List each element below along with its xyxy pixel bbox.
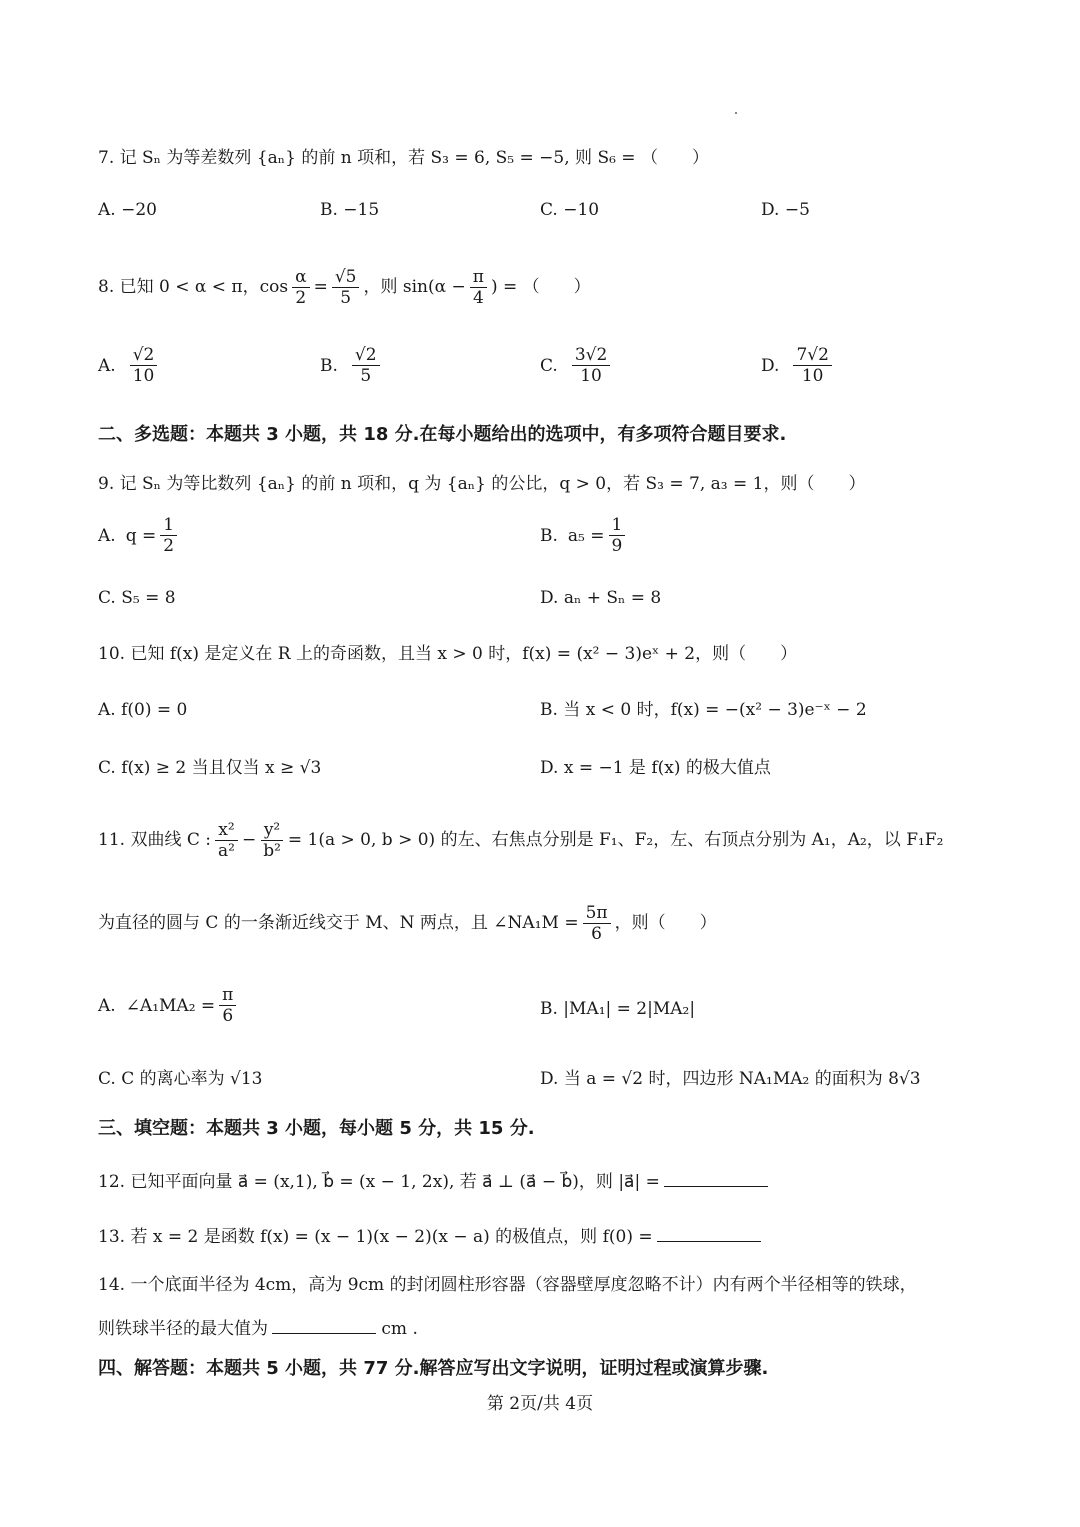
q8-c-den: 10 [580, 366, 602, 386]
q11-5pi: 5π [583, 903, 611, 924]
q8-two: 2 [295, 287, 307, 308]
q9-option-a [98, 515, 181, 556]
q9-a-fraction [160, 515, 177, 556]
q8-b-den: 5 [360, 366, 372, 386]
q8-tail: ) = （ ） [490, 277, 591, 297]
q8-sqrt5: √5 [332, 267, 360, 288]
q11-stem-pre: 11. 双曲线 C : [98, 830, 211, 850]
q10-option-a: A. f(0) = 0 [98, 700, 188, 720]
q8-alpha: α [292, 267, 309, 288]
q8-option-d [761, 345, 836, 386]
question-12 [98, 1168, 1020, 1194]
q8-a-den: 10 [132, 366, 155, 386]
q11-x-fraction [215, 820, 238, 861]
question-14-line2 [98, 1315, 1020, 1341]
question-7-options [98, 198, 1020, 258]
q11-a-label: A. [98, 995, 116, 1016]
q8-a-fraction [130, 345, 158, 386]
q7-option-c: C. −10 [540, 200, 600, 220]
q10-option-c: C. f(x) ≥ 2 当且仅当 x ≥ √3 [98, 758, 322, 778]
question-11-line2 [98, 898, 1020, 948]
q8-then: ，则 sin(α − [363, 277, 466, 297]
q8-d-fraction [793, 345, 831, 386]
question-11-options-row1 [98, 985, 1020, 1045]
question-8-stem [98, 262, 1020, 312]
q9-option-c: C. S₅ = 8 [98, 588, 176, 608]
q8-d-label: D. [761, 355, 780, 376]
q8-stem-start: 8. 已知 0 < α < π，cos [98, 277, 289, 297]
q8-four: 4 [472, 287, 484, 308]
q8-option-a [98, 345, 161, 386]
q13-text: 13. 若 x = 2 是函数 f(x) = (x − 1)(x − 2)(x − a) 的极值点，则 f(0) = [98, 1227, 653, 1247]
q9-b-num: 1 [609, 515, 626, 536]
question-9-options-row2 [98, 586, 1020, 646]
q14-answer-blank[interactable] [272, 1315, 376, 1334]
question-8-options [98, 345, 1020, 405]
q8-five: 5 [340, 287, 352, 308]
q11-option-c: C. C 的离心率为 √13 [98, 1069, 263, 1089]
question-10-stem: 10. 已知 f(x) 是定义在 R 上的奇函数，且当 x > 0 时，f(x) = (x² − 3)eˣ + 2，则（ ） [98, 644, 798, 664]
q12-text: 12. 已知平面向量 a⃗ = (x,1), b⃗ = (x − 1, 2x), 若 a⃗ ⊥ (a⃗ − b⃗)，则 |a⃗| = [98, 1172, 660, 1192]
q9-a-num: 1 [160, 515, 177, 536]
q11-a2: a² [217, 840, 235, 861]
question-14-line1: 14. 一个底面半径为 4cm，高为 9cm 的封闭圆柱形容器（容器壁厚度忽略不计）内有两个半径相等的铁球， [98, 1275, 917, 1295]
q8-option-b [320, 345, 384, 386]
q8-pi-fraction [470, 267, 487, 308]
q11-option-b: B. |MA₁| = 2|MA₂| [540, 999, 696, 1019]
q11-a-fraction [219, 985, 236, 1026]
q11-option-a [98, 985, 240, 1026]
q11-y2: y² [261, 820, 283, 841]
q8-cos-fraction [292, 267, 309, 308]
q11-angle-fraction [583, 903, 611, 944]
q10-option-d: D. x = −1 是 f(x) 的极大值点 [540, 758, 771, 778]
q11-minus: − [241, 830, 257, 850]
q9-option-d: D. aₙ + Sₙ = 8 [540, 588, 662, 608]
q8-equals: = [313, 277, 328, 297]
question-9-stem: 9. 记 Sₙ 为等比数列 {aₙ} 的前 n 项和，q 为 {aₙ} 的公比，q > 0，若 S₃ = 7, a₃ = 1，则（ ） [98, 474, 866, 494]
q8-d-den: 10 [801, 366, 824, 386]
q11-6: 6 [591, 923, 602, 944]
stray-mark [735, 112, 737, 114]
q7-option-a: A. −20 [98, 200, 157, 220]
question-10-options-row2 [98, 756, 1020, 816]
question-10-options-row1 [98, 698, 1020, 758]
q8-b-num: √2 [352, 345, 380, 366]
question-11-stem [98, 815, 1020, 865]
q9-a-den: 2 [163, 536, 175, 556]
q10-option-b: B. 当 x < 0 时，f(x) = −(x² − 3)e⁻ˣ − 2 [540, 700, 867, 720]
q9-b-den: 9 [611, 536, 623, 556]
q8-a-label: A. [98, 355, 116, 376]
question-13 [98, 1223, 1020, 1249]
q9-option-b [540, 515, 629, 556]
q11-y-fraction [260, 820, 284, 861]
q9-b-pre: a₅ = [567, 525, 605, 546]
q8-pi: π [470, 267, 487, 288]
q12-answer-blank[interactable] [664, 1168, 768, 1187]
question-7-stem: 7. 记 Sₙ 为等差数列 {aₙ} 的前 n 项和，若 S₃ = 6, S₅ = −5, 则 S₆ = （ ） [98, 148, 709, 168]
q11-b2: b² [263, 840, 281, 861]
q8-option-c [540, 345, 614, 386]
q13-answer-blank[interactable] [657, 1223, 761, 1242]
q14-line2-post: cm . [381, 1319, 418, 1339]
q9-a-label: A. [98, 525, 116, 546]
q8-c-fraction [572, 345, 610, 386]
q8-b-label: B. [320, 355, 338, 376]
q9-a-pre: q = [125, 525, 157, 546]
q8-c-label: C. [540, 355, 558, 376]
q11-line2-pre: 为直径的圆与 C 的一条渐近线交于 M、N 两点，且 ∠NA₁M = [98, 913, 579, 933]
section-2-heading: 二、多选题：本题共 3 小题，共 18 分.在每小题给出的选项中，有多项符合题目要求. [98, 424, 787, 445]
q11-line2-post: ，则（ ） [614, 913, 717, 933]
q8-d-num: 7√2 [793, 345, 831, 366]
page-footer: 第 2页/共 4页 [486, 1394, 594, 1414]
q11-a-den: 6 [222, 1006, 234, 1026]
section-3-heading: 三、填空题：本题共 3 小题，每小题 5 分，共 15 分. [98, 1118, 535, 1139]
q11-a-num: π [219, 985, 236, 1006]
q7-option-b: B. −15 [320, 200, 380, 220]
q8-c-num: 3√2 [572, 345, 610, 366]
question-9-options-row1 [98, 515, 1020, 575]
q9-b-label: B. [540, 525, 558, 546]
q11-a-pre: ∠A₁MA₂ = [125, 995, 216, 1016]
section-4-heading: 四、解答题：本题共 5 小题，共 77 分.解答应写出文字说明，证明过程或演算步骤. [98, 1358, 769, 1379]
q11-x2: x² [215, 820, 237, 841]
q8-a-num: √2 [130, 345, 158, 366]
q7-option-d: D. −5 [761, 200, 810, 220]
q8-b-fraction [352, 345, 380, 386]
q11-stem-mid: = 1(a > 0, b > 0) 的左、右焦点分别是 F₁、F₂，左、右顶点分别为 A₁，A₂，以 F₁F₂ [287, 830, 944, 850]
q8-value-fraction [332, 267, 360, 308]
q14-line2-pre: 则铁球半径的最大值为 [98, 1319, 268, 1339]
q11-option-d: D. 当 a = √2 时，四边形 NA₁MA₂ 的面积为 8√3 [540, 1069, 921, 1089]
q9-b-fraction [609, 515, 626, 556]
